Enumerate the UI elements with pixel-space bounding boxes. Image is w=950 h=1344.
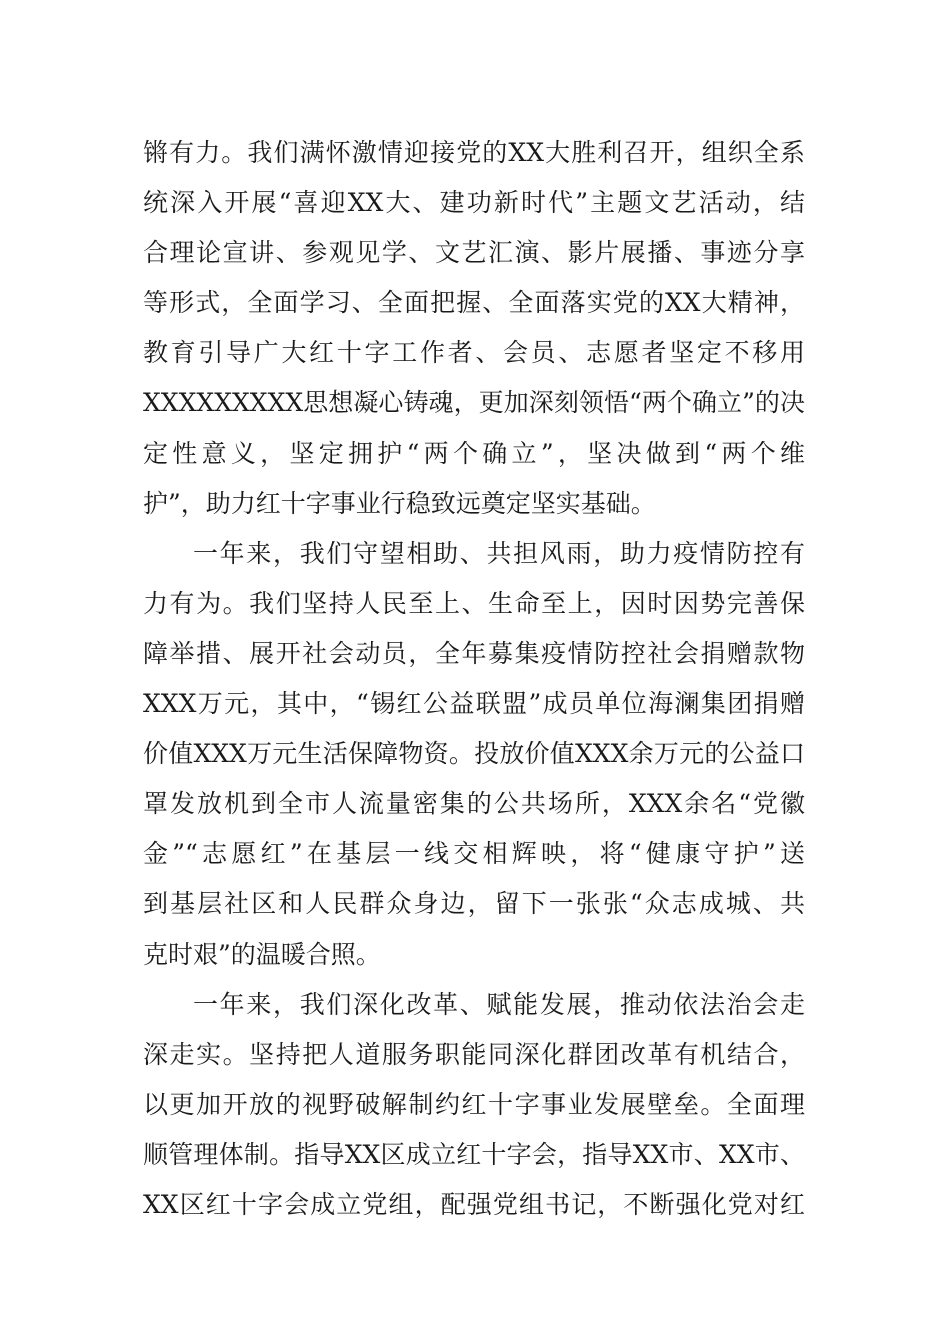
- paragraph-1: [143, 128, 805, 529]
- text-line: 深走实。坚持把人道服务职能同深化群团改革有机结合，: [143, 1039, 805, 1069]
- text-line: 障举措、展开社会动员，全年募集疫情防控社会捐赠款物: [143, 638, 805, 668]
- text-line: XX区红十字会成立党组，配强党组书记，不断强化党对红: [143, 1189, 805, 1219]
- text-line: 到基层社区和人民群众身边，留下一张张“众志成城、共: [143, 889, 805, 919]
- text-line: XXXXXXXXX思想凝心铸魂，更加深刻领悟“两个确立”的决: [143, 388, 805, 418]
- text-line: 顺管理体制。指导XX区成立红十字会，指导XX市、XX市、: [143, 1139, 805, 1169]
- text-line: 护”，助力红十字事业行稳致远奠定坚实基础。: [143, 488, 656, 518]
- text-line: 锵有力。我们满怀激情迎接党的XX大胜利召开，组织全系: [143, 138, 805, 167]
- paragraph-3: [143, 980, 805, 1230]
- text-line: 一年来，我们深化改革、赋能发展，推动依法治会走: [193, 989, 805, 1019]
- text-line: 以更加开放的视野破解制约红十字事业发展壁垒。全面理: [143, 1089, 805, 1119]
- text-line: 教育引导广大红十字工作者、会员、志愿者坚定不移用: [143, 338, 805, 368]
- text-line: 价值XXX万元生活保障物资。投放价值XXX余万元的公益口: [143, 739, 805, 769]
- text-line: 一年来，我们守望相助、共担风雨，助力疫情防控有: [193, 538, 805, 568]
- text-line: 金”“志愿红”在基层一线交相辉映，将“健康守护”送: [143, 839, 805, 869]
- text-line: 定性意义，坚定拥护“两个确立”，坚决做到“两个维: [143, 438, 805, 468]
- document-body: [143, 128, 805, 1230]
- text-line: 等形式，全面学习、全面把握、全面落实党的XX大精神，: [143, 288, 805, 318]
- text-line: 克时艰”的温暖合照。: [143, 939, 381, 969]
- text-line: 罩发放机到全市人流量密集的公共场所，XXX余名“党徽: [143, 789, 805, 819]
- text-line: 合理论宣讲、参观见学、文艺汇演、影片展播、事迹分享: [143, 238, 805, 268]
- text-line: XXX万元，其中，“锡红公益联盟”成员单位海澜集团捐赠: [143, 689, 805, 719]
- paragraph-2: [143, 529, 805, 980]
- text-line: 统深入开展“喜迎XX大、建功新时代”主题文艺活动，结: [143, 188, 805, 218]
- text-line: 力有为。我们坚持人民至上、生命至上，因时因势完善保: [143, 588, 805, 618]
